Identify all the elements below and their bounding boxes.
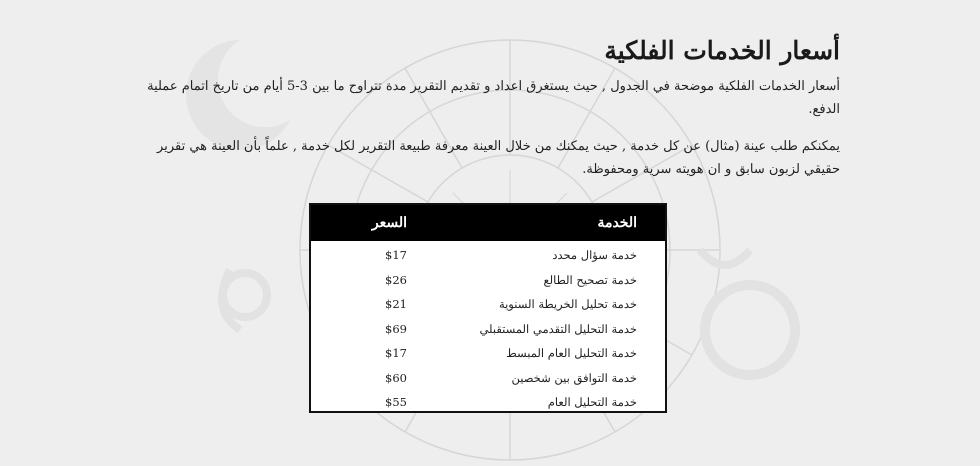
column-header-service: الخدمة (597, 215, 637, 231)
intro-paragraph-sample: يمكنكم طلب عينة (مثال) عن كل خدمة , حيث يمكنك من خلال العينة معرفة طبيعة التقرير لكل خدمة , علماً بأن العينة هي تقرير حقيقي لزبون سابق و ان هويته سرية ومحفوظة. (157, 139, 840, 177)
price-cell: $21 (385, 297, 407, 312)
table-row (311, 317, 665, 342)
price-cell: $60 (385, 370, 407, 385)
service-cell: خدمة التوافق بين شخصين (511, 370, 637, 385)
column-header-price: السعر (371, 215, 407, 231)
service-cell: خدمة التحليل التقدمي المستقبلي (479, 321, 637, 336)
price-cell: $17 (385, 346, 407, 361)
service-cell: خدمة التحليل العام المبسط (506, 346, 637, 361)
table-row (311, 243, 665, 268)
service-cell: خدمة التحليل العام (547, 395, 637, 410)
service-cell: خدمة تصحيح الطالع (543, 272, 637, 287)
price-cell: $17 (385, 248, 407, 263)
table-row (311, 390, 665, 415)
service-cell: خدمة سؤال محدد (552, 248, 637, 263)
page-title: أسعار الخدمات الفلكية (604, 36, 840, 65)
content-section (140, 30, 840, 181)
price-table-header (311, 205, 665, 241)
service-cell: خدمة تحليل الخريطة السنوية (498, 297, 637, 312)
price-table (309, 203, 667, 413)
intro-paragraph-delivery: أسعار الخدمات الفلكية موضحة في الجدول , حيث يستغرق اعداد و تقديم التقرير مدة تتراوح ما بين 3-5 أيام من تاريخ اتمام عملية الدفع. (147, 79, 840, 117)
table-row (311, 268, 665, 293)
price-cell: $26 (385, 272, 407, 287)
table-row (311, 292, 665, 317)
price-cell: $55 (385, 395, 407, 410)
price-table-body (311, 241, 665, 415)
price-cell: $69 (385, 321, 407, 336)
table-row (311, 366, 665, 391)
table-row (311, 341, 665, 366)
